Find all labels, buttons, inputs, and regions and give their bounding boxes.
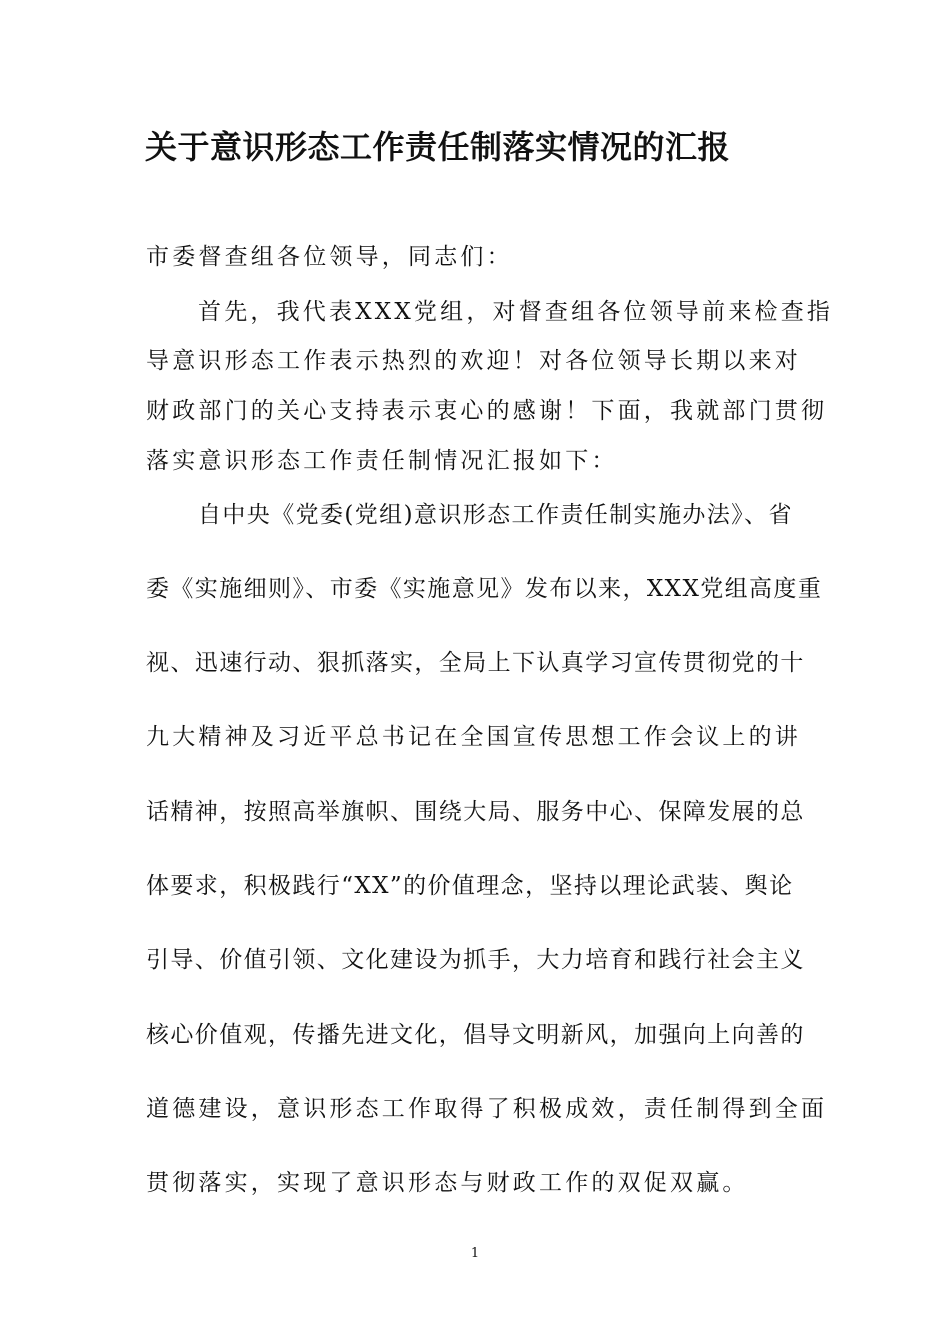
paragraph2-line-5: 话精神，按照高举旗帜、围绕大局、服务中心、保障发展的总 (146, 799, 805, 825)
paragraph1-line-1: 首先，我代表XXX党组，对督查组各位领导前来检查指 (198, 299, 834, 325)
paragraph2-line-2: 委《实施细则》、市委《实施意见》发布以来，XXX党组高度重 (146, 576, 823, 602)
paragraph2-line-3: 视、迅速行动、狠抓落实，全局上下认真学习宣传贯彻党的十 (146, 650, 805, 676)
paragraph1-line-3: 财政部门的关心支持表示衷心的感谢！下面，我就部门贯彻 (146, 398, 828, 424)
paragraph1-line-4: 落实意识形态工作责任制情况汇报如下： (146, 448, 618, 474)
paragraph2-line-8: 核心价值观，传播先进文化，倡导文明新风，加强向上向善的 (146, 1022, 805, 1048)
document-title: 关于意识形态工作责任制落实情况的汇报 (145, 128, 731, 166)
paragraph2-line-10: 贯彻落实，实现了意识形态与财政工作的双促双赢。 (146, 1170, 749, 1196)
paragraph2-line-9: 道德建设，意识形态工作取得了积极成效，责任制得到全面 (146, 1096, 828, 1122)
page-number: 1 (470, 1246, 480, 1261)
salutation: 市委督查组各位领导，同志们： (146, 244, 513, 270)
paragraph2-line-1: 自中央《党委(党组)意识形态工作责任制实施办法》、省 (198, 502, 793, 528)
paragraph1-line-2: 导意识形态工作表示热烈的欢迎！对各位领导长期以来对 (146, 348, 801, 374)
paragraph2-line-6: 体要求，积极践行“XX”的价值理念，坚持以理论武装、舆论 (146, 873, 794, 899)
paragraph2-line-7: 引导、价值引领、文化建设为抓手，大力培育和践行社会主义 (146, 947, 805, 973)
paragraph2-line-4: 九大精神及习近平总书记在全国宣传思想工作会议上的讲 (146, 724, 801, 750)
